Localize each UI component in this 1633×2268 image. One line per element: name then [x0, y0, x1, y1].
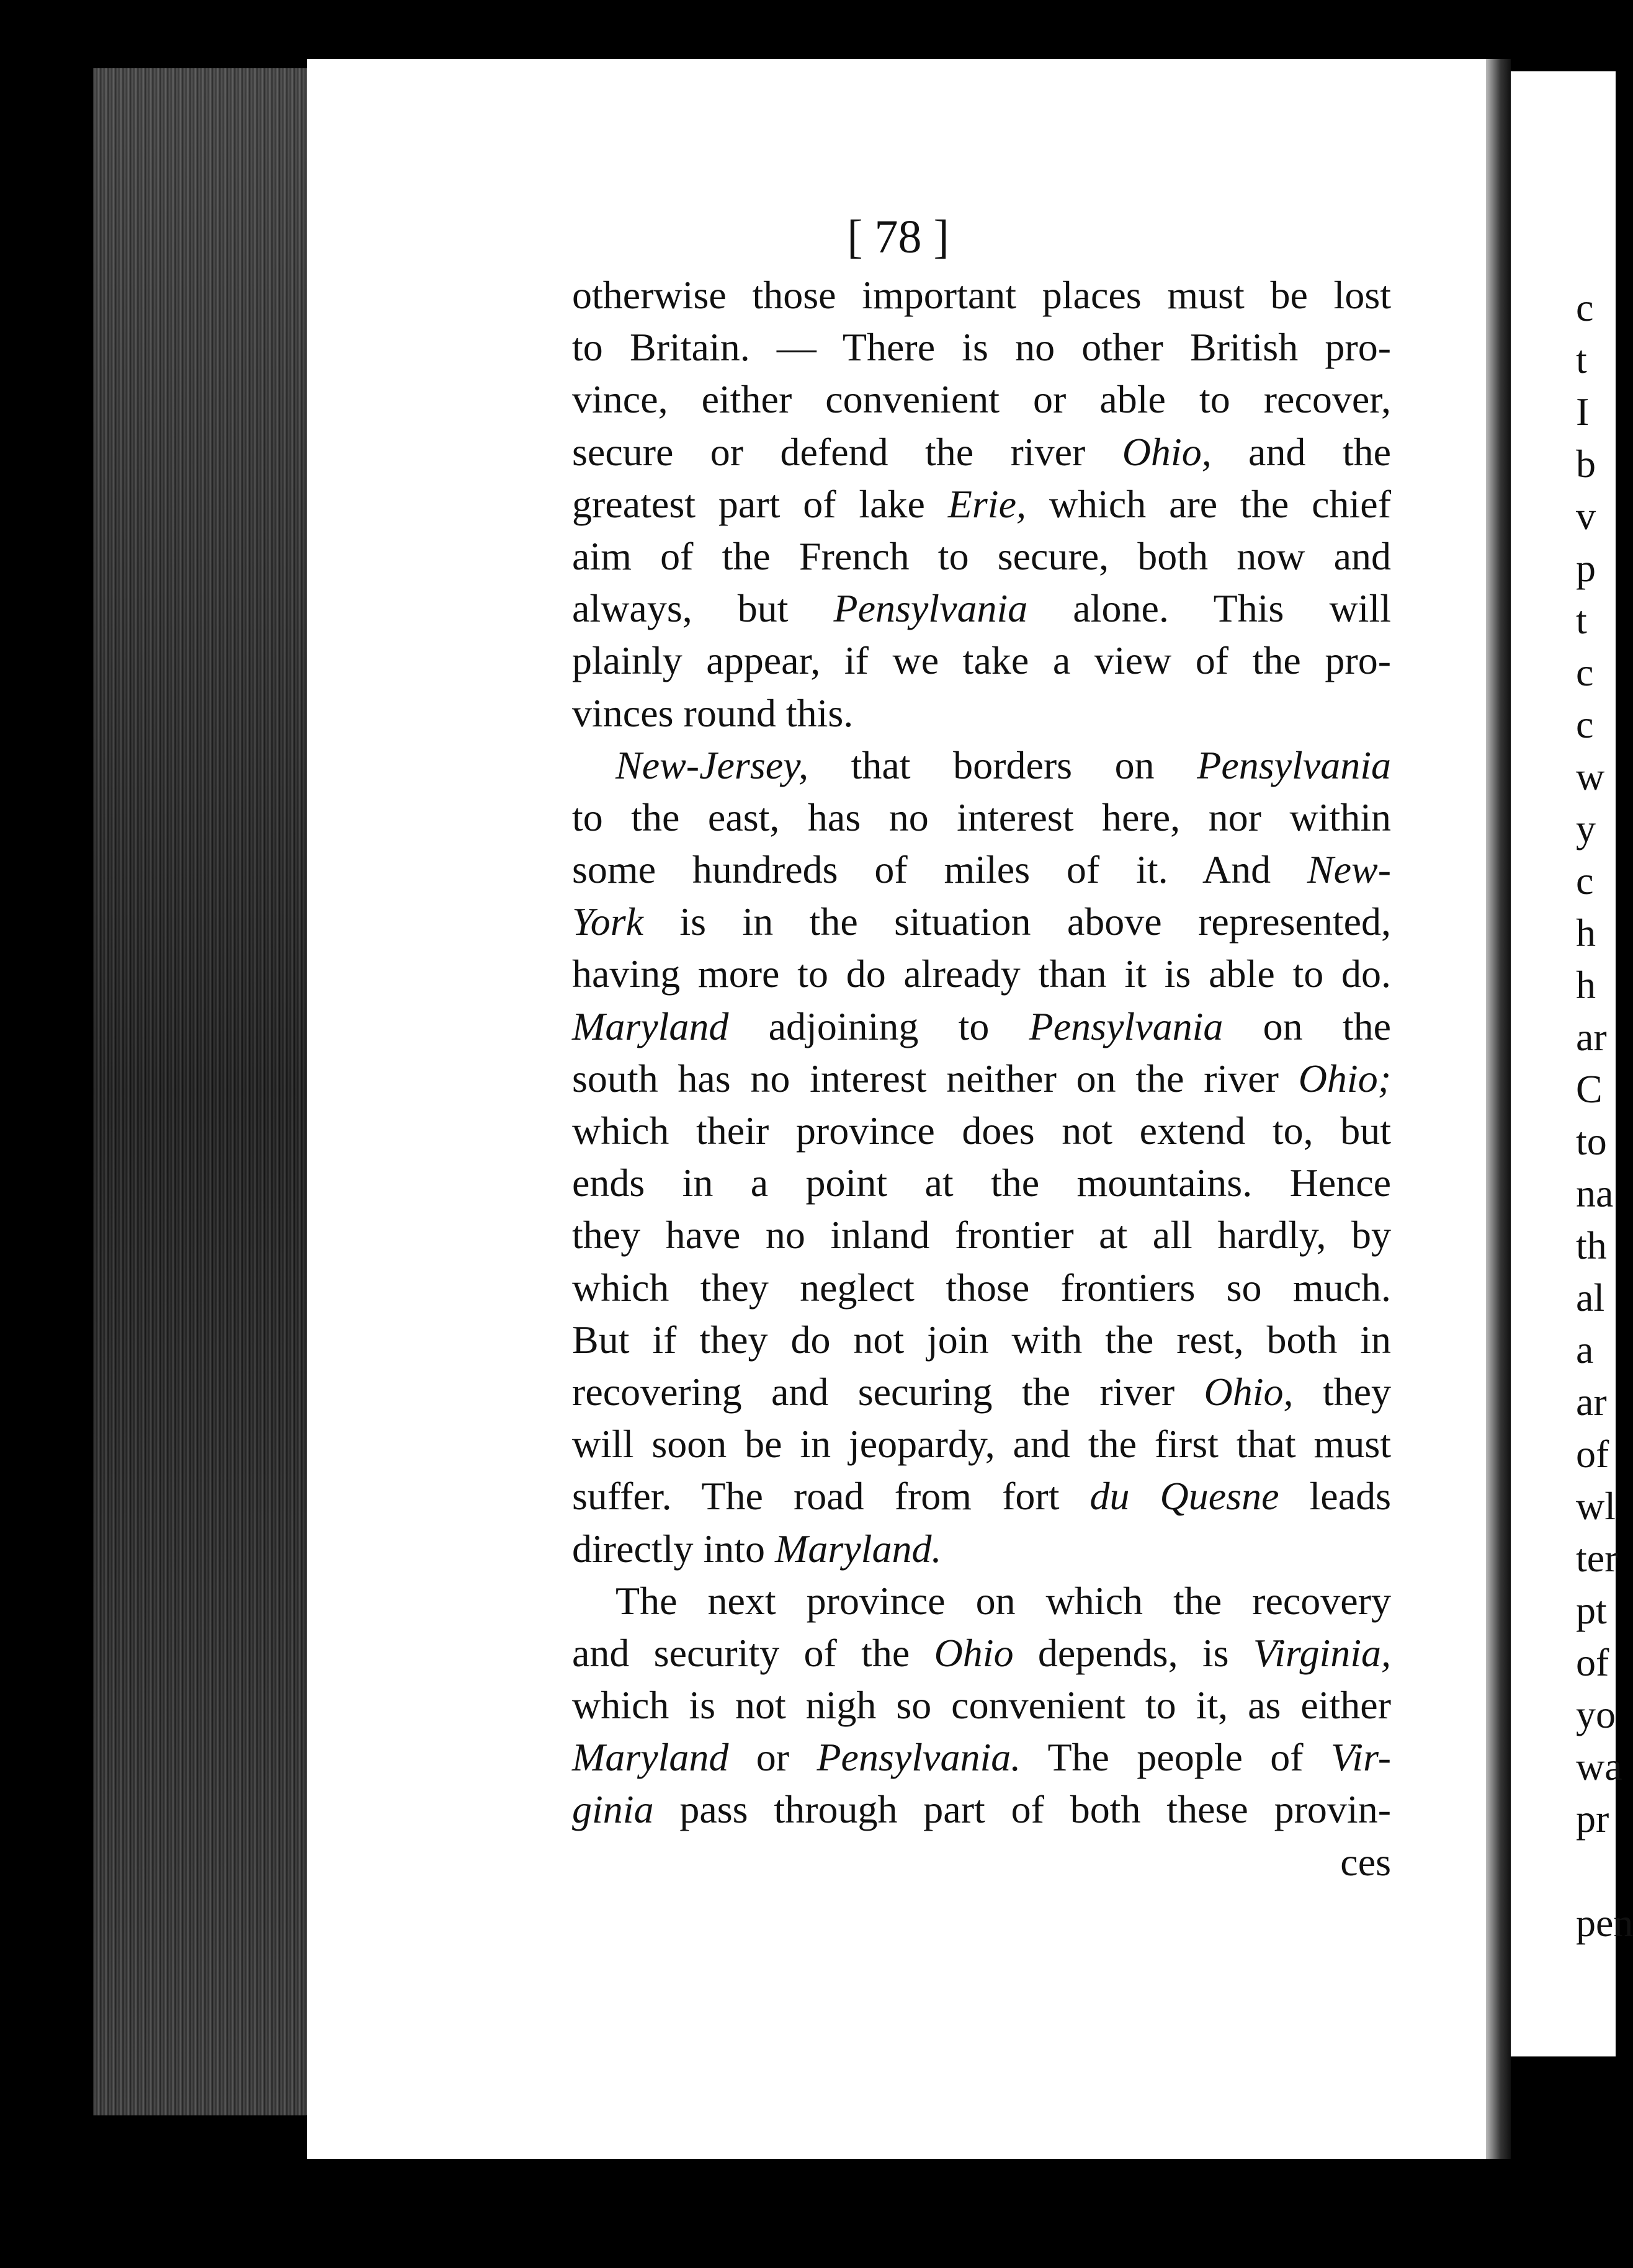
text-segment: some hundreds of miles of it. And — [572, 847, 1307, 892]
facing-page-line: c — [1576, 859, 1594, 903]
text-segment: depends, is — [1013, 1630, 1253, 1675]
text-segment: vince, either convenient or able to recover, — [572, 377, 1391, 422]
italic-text-segment: Maryland — [572, 1004, 729, 1048]
italic-text-segment: du Quesne — [1089, 1474, 1279, 1519]
text-segment: The next province on which the recovery — [615, 1578, 1391, 1623]
italic-text-segment: Maryland — [572, 1735, 729, 1780]
text-line — [572, 1001, 1391, 1053]
facing-page-line: pt — [1576, 1588, 1607, 1632]
text-segment: vinces round this. — [572, 690, 854, 735]
facing-page-line: ar — [1576, 1015, 1607, 1059]
text-segment: and security of the — [572, 1630, 934, 1675]
text-line — [572, 1314, 1391, 1366]
facing-page-line: I — [1576, 390, 1590, 434]
italic-text-segment: Pensylvania — [1029, 1004, 1224, 1048]
text-segment: ces — [1340, 1839, 1391, 1884]
text-segment: ends in a point at the mountains. Hence — [572, 1161, 1391, 1205]
text-line — [572, 269, 1391, 321]
facing-page-line: of — [1576, 1432, 1609, 1476]
text-segment: south has no interest neither on the river — [572, 1056, 1299, 1101]
text-line — [572, 530, 1391, 583]
italic-text-segment: Pensylvania — [1197, 743, 1391, 787]
facing-page-line: ter — [1576, 1536, 1618, 1580]
text-line — [572, 373, 1391, 426]
text-segment: aim of the French to secure, both now and — [572, 534, 1391, 578]
text-line — [572, 896, 1391, 948]
text-segment: to the east, has no interest here, nor within — [572, 795, 1391, 839]
facing-page-line: wa — [1576, 1744, 1622, 1788]
text-line — [572, 478, 1391, 530]
italic-text-segment: Vir- — [1330, 1735, 1392, 1780]
spine-shading — [93, 68, 310, 2115]
facing-page-line: h — [1576, 963, 1596, 1007]
text-segment: recovering and securing the river — [572, 1369, 1204, 1414]
text-line — [572, 583, 1391, 635]
text-segment: adjoining to — [728, 1004, 1029, 1048]
text-line — [572, 1157, 1391, 1209]
facing-page-line: t — [1576, 598, 1587, 642]
text-segment: or — [728, 1735, 817, 1780]
text-segment: pass through part of both these provin- — [653, 1787, 1391, 1832]
italic-text-segment: Ohio, — [1204, 1369, 1294, 1414]
text-segment: which is not nigh so convenient to it, as either — [572, 1683, 1391, 1728]
page-number-header: [ 78 ] — [847, 211, 949, 263]
italic-text-segment: Pensylvania — [833, 586, 1028, 631]
text-segment: otherwise those important places must be lost — [572, 273, 1391, 317]
facing-page-line: na — [1576, 1171, 1614, 1215]
text-segment: directly into — [572, 1526, 776, 1571]
facing-page-line: y — [1576, 806, 1596, 850]
facing-page-line: w — [1576, 754, 1605, 798]
page-gutter — [1486, 59, 1511, 2159]
italic-text-segment: Ohio; — [1298, 1056, 1391, 1101]
facing-page-line: c — [1576, 650, 1594, 694]
text-segment: plainly appear, if we take a view of the pro- — [572, 638, 1391, 683]
text-segment: they have no inland frontier at all hardly, by — [572, 1213, 1391, 1257]
facing-page-line: ar — [1576, 1380, 1607, 1424]
text-line — [572, 1470, 1391, 1522]
text-line — [572, 1262, 1391, 1314]
facing-page-line: t — [1576, 337, 1587, 382]
text-segment: and the — [1211, 429, 1392, 474]
text-line — [572, 1784, 1391, 1836]
text-segment: on the — [1223, 1004, 1391, 1048]
italic-text-segment: ginia — [572, 1787, 654, 1832]
text-line — [572, 1209, 1391, 1261]
facing-page-line: C — [1576, 1067, 1603, 1111]
italic-text-segment: York — [572, 900, 644, 944]
text-segment: they — [1293, 1369, 1391, 1414]
facing-page-line: c — [1576, 285, 1594, 329]
text-segment: which their province does not extend to, but — [572, 1109, 1391, 1153]
italic-text-segment: Ohio, — [1122, 429, 1212, 474]
facing-page-line: pr — [1576, 1797, 1609, 1841]
italic-text-segment: New-Jersey, — [615, 743, 808, 787]
italic-text-segment: Erie, — [947, 481, 1026, 526]
text-segment: that borders on — [808, 743, 1197, 787]
text-line — [572, 792, 1391, 844]
text-segment: greatest part of lake — [572, 481, 948, 526]
text-segment: secure or defend the river — [572, 429, 1122, 474]
facing-page-line: b — [1576, 442, 1596, 486]
text-line — [572, 1523, 1391, 1575]
facing-page-line: p — [1576, 546, 1596, 590]
facing-page-line: al — [1576, 1275, 1605, 1319]
facing-page-line: of — [1576, 1640, 1609, 1684]
page-body-text — [572, 269, 1391, 1888]
facing-page-line: to — [1576, 1119, 1607, 1163]
italic-text-segment: Maryland. — [775, 1526, 942, 1571]
text-segment: leads — [1279, 1474, 1392, 1519]
text-segment: But if they do not join with the rest, both in — [572, 1317, 1391, 1362]
text-line — [572, 426, 1391, 478]
text-line — [572, 1105, 1391, 1157]
facing-page-line: c — [1576, 702, 1594, 746]
text-line — [572, 1627, 1391, 1679]
facing-page-line: th — [1576, 1223, 1607, 1267]
text-segment: to Britain. — There is no other British pro- — [572, 325, 1391, 370]
text-line — [572, 1366, 1391, 1418]
text-segment: suffer. The road from fort — [572, 1474, 1090, 1519]
text-segment: The people of — [1021, 1735, 1331, 1780]
text-segment: having more to do already than it is able to do. — [572, 952, 1391, 996]
text-line — [572, 635, 1391, 687]
facing-page-line: v — [1576, 494, 1596, 538]
text-line — [572, 948, 1391, 1000]
facing-page-line: wl — [1576, 1484, 1616, 1528]
facing-page-line: a — [1576, 1328, 1594, 1372]
text-segment: is in the situation above represented, — [643, 900, 1391, 944]
facing-page-line: h — [1576, 911, 1596, 955]
text-line — [572, 1731, 1391, 1784]
text-line — [572, 739, 1391, 792]
text-line — [572, 687, 1391, 739]
text-line — [572, 321, 1391, 373]
text-segment: which they neglect those frontiers so much. — [572, 1265, 1391, 1310]
italic-text-segment: New- — [1307, 847, 1391, 892]
text-segment: will soon be in jeopardy, and the first that must — [572, 1422, 1391, 1467]
text-line — [572, 1053, 1391, 1105]
text-segment: alone. This will — [1027, 586, 1392, 631]
facing-page-line: yo — [1576, 1692, 1616, 1736]
italic-text-segment: Virginia, — [1253, 1630, 1392, 1675]
facing-page-line: pen — [1576, 1901, 1633, 1945]
text-line — [572, 1575, 1391, 1627]
text-line — [572, 1418, 1391, 1470]
text-line — [572, 844, 1391, 896]
text-segment: always, but — [572, 586, 834, 631]
text-line — [572, 1836, 1391, 1888]
italic-text-segment: Ohio — [934, 1630, 1014, 1675]
italic-text-segment: Pensylvania. — [816, 1735, 1021, 1780]
text-segment: which are the chief — [1026, 481, 1391, 526]
text-line — [572, 1679, 1391, 1731]
